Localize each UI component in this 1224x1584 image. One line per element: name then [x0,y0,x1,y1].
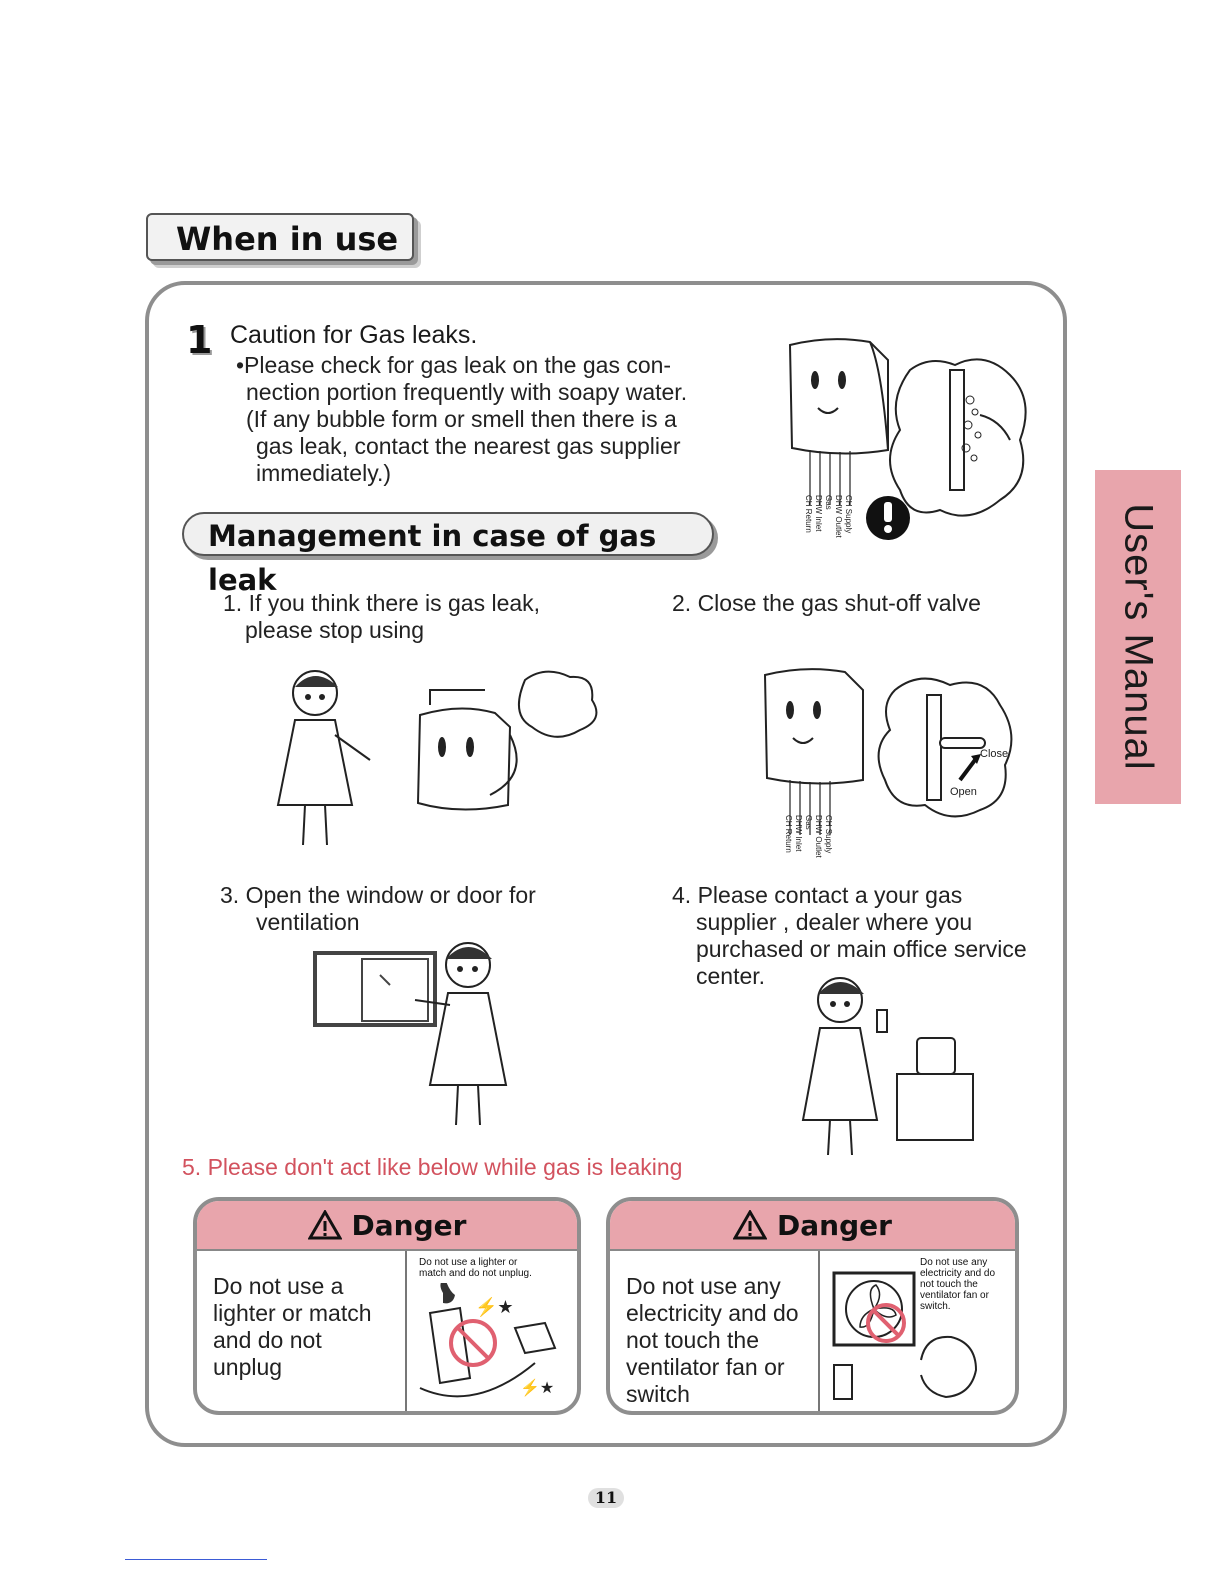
divider [405,1251,407,1411]
heater-pipe-label: DHW Inlet [814,495,823,532]
open-window-illustration [310,935,520,1135]
caution-line: nection portion frequently with soapy water. [246,379,688,405]
step-line: 2. Close the gas shut-off valve [672,590,981,616]
svg-text:⚡★: ⚡★ [520,1380,555,1397]
note-line: electricity and do [920,1268,996,1279]
danger-header [610,1201,1015,1251]
danger-note [419,1257,532,1279]
note-line: not touch the [920,1279,978,1290]
step-line: purchased or main office service [696,936,1027,962]
danger-header [197,1201,577,1251]
footer-rule [125,1559,267,1560]
danger-box-lighter [193,1197,581,1415]
danger-text [213,1273,372,1381]
divider [818,1251,820,1411]
caution-title: Caution for Gas leaks. [230,321,478,349]
danger-line: Do not use any [626,1273,781,1299]
heater-pipe-label: DHW Outlet [834,495,843,538]
caution-line: •Please check for gas leak on the gas con- [236,352,672,378]
danger-text [626,1273,799,1408]
warning-triangle-icon [733,1210,767,1240]
caution-text [236,352,726,487]
caution-line: (If any bubble form or smell then there is a [246,406,677,432]
contact-supplier-illustration [795,970,985,1170]
step-line: 1. If you think there is gas leak, [223,590,541,616]
danger-heading: Danger [777,1208,892,1242]
telephone-icon [917,1038,955,1074]
svg-text:⚡★: ⚡★ [475,1297,514,1317]
note-line: Do not use a lighter or [419,1257,518,1268]
note-line: match and do not unplug. [419,1268,532,1279]
heater-pipe-label: CH Supply [824,815,833,854]
step-line: ventilation [256,909,360,935]
danger-box-electricity [606,1197,1019,1415]
danger-line: ventilator fan or [626,1354,785,1380]
danger-line: and do not [213,1327,322,1353]
danger-line: not touch the [626,1327,759,1353]
section-title: When in use [146,213,414,261]
page-number: 11 [588,1488,624,1508]
danger-line: electricity and do [626,1300,799,1326]
step-1-text [223,590,540,644]
heater-pipe-label: CH Supply [844,495,853,534]
close-valve-illustration [735,660,1025,860]
step-line: 4. Please contact a your gas [672,882,963,908]
outlet-icon [834,1365,852,1399]
ventilator-fan-illustration [826,1265,1006,1405]
heater-pipe-label: Gas [824,495,833,510]
valve-open-label: Open [950,786,977,798]
heater-pipe-label: DHW Outlet [814,815,823,858]
danger-line: unplug [213,1354,283,1380]
step-line: supplier , dealer where you [696,909,973,935]
step-3-text [220,882,536,936]
step-line: please stop using [245,617,425,643]
heater-pipe-label: DHW Inlet [794,815,803,852]
valve-close-label: Close [980,748,1009,760]
note-line: Do not use any [920,1257,988,1268]
heater-pipe-label: Gas [804,815,813,830]
lighter-unplug-illustration [415,1283,565,1405]
heater-pipe-label: CH Return [784,815,793,853]
heater-pipe-label: CH Return [804,495,813,533]
warning-triangle-icon [308,1210,342,1240]
step-2-text [672,590,981,617]
stop-using-illustration [270,665,610,865]
step-line: 3. Open the window or door for [220,882,536,908]
danger-line: switch [626,1381,690,1407]
caution-line: gas leak, contact the nearest gas supplier [256,433,681,459]
caution-number: 1 [186,318,213,362]
step-line: center. [696,963,766,989]
caution-line: immediately.) [256,460,392,486]
note-line: ventilator fan or [920,1290,989,1301]
danger-heading: Danger [351,1208,467,1242]
side-tab [1095,470,1181,804]
heater-leak-check-illustration [770,330,1040,550]
note-line: switch. [920,1301,951,1312]
danger-line: lighter or match [213,1300,372,1326]
danger-line: Do not use a [213,1273,344,1299]
warning-instruction: 5. Please don't act like below while gas is leaking [182,1154,683,1180]
side-tab-label: User's Manual [1116,503,1161,771]
management-heading: Management in case of gas leak [182,512,714,556]
